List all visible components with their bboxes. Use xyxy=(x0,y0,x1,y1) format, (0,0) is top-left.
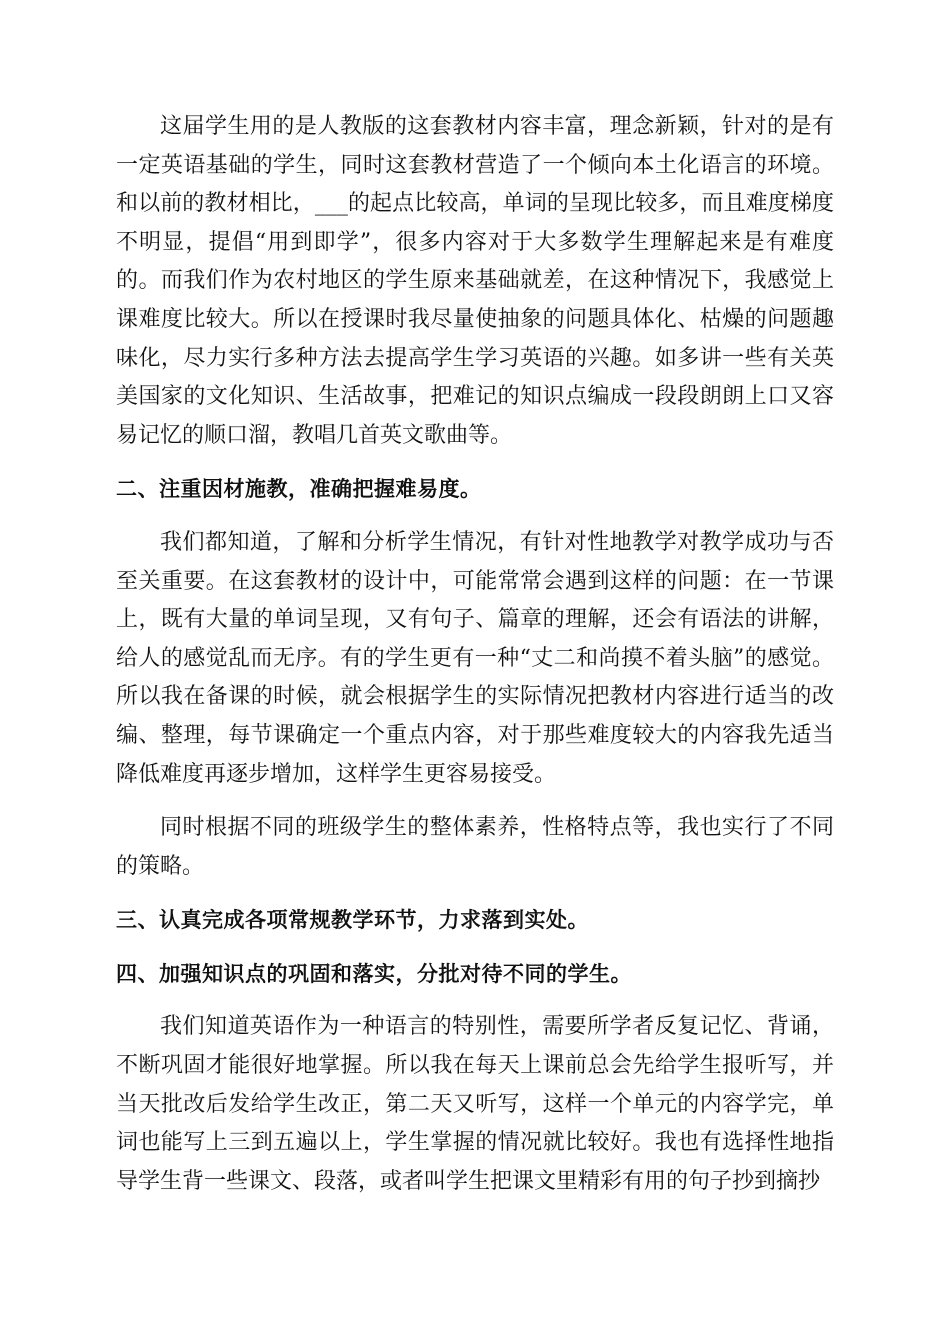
body-paragraph: 这届学生用的是人教版的这套教材内容丰富，理念新颖，针对的是有一定英语基础的学生，同时这套教材营造了一个倾向本土化语言的环境。和以前的教材相比，___的起点比较高，单词的呈现比较多，而且难度梯度不明显，提倡“用到即学”，很多内容对于大多数学生理解起来是有难度的。而我们作为农村地区的学生原来基础就差，在这种情况下，我感觉上课难度比较大。所以在授课时我尽量使抽象的问题具体化、枯燥的问题趣味化，尽力实行多种方法去提高学生学习英语的兴趣。如多讲一些有关英美国家的文化知识、生活故事，把难记的知识点编成一段段朗朗上口又容易记忆的顺口溜，教唱几首英文歌曲等。 xyxy=(116,114,834,448)
body-paragraph: 我们都知道，了解和分析学生情况，有针对性地教学对教学成功与否至关重要。在这套教材的设计中，可能常常会遇到这样的问题：在一节课上，既有大量的单词呈现，又有句子、篇章的理解，还会有语法的讲解，给人的感觉乱而无序。有的学生更有一种“丈二和尚摸不着头脑”的感觉。所以我在备课的时候，就会根据学生的实际情况把教材内容进行适当的改编、整理，每节课确定一个重点内容，对于那些难度较大的内容我先适当降低难度再逐步增加，这样学生更容易接受。 xyxy=(116,529,834,787)
section-heading: 四、加强知识点的巩固和落实，分批对待不同的学生。 xyxy=(116,961,632,986)
body-paragraph: 我们知道英语作为一种语言的特别性，需要所学者反复记忆、背诵，不断巩固才能很好地掌握。所以我在每天上课前总会先给学生报听写，并当天批改后发给学生改正，第二天又听写，这样一个单元的内容学完，单词也能写上三到五遍以上，学生掌握的情况就比较好。我也有选择性地指导学生背一些课文、段落，或者叫学生把课文里精彩有用的句子抄到摘抄 xyxy=(116,1014,834,1194)
document-page xyxy=(116,108,834,1201)
section-heading: 三、认真完成各项常规教学环节，力求落到实处。 xyxy=(116,908,589,933)
body-paragraph: 同时根据不同的班级学生的整体素养，性格特点等，我也实行了不同的策略。 xyxy=(116,815,834,879)
section-heading: 二、注重因材施教，准确把握难易度。 xyxy=(116,477,482,502)
